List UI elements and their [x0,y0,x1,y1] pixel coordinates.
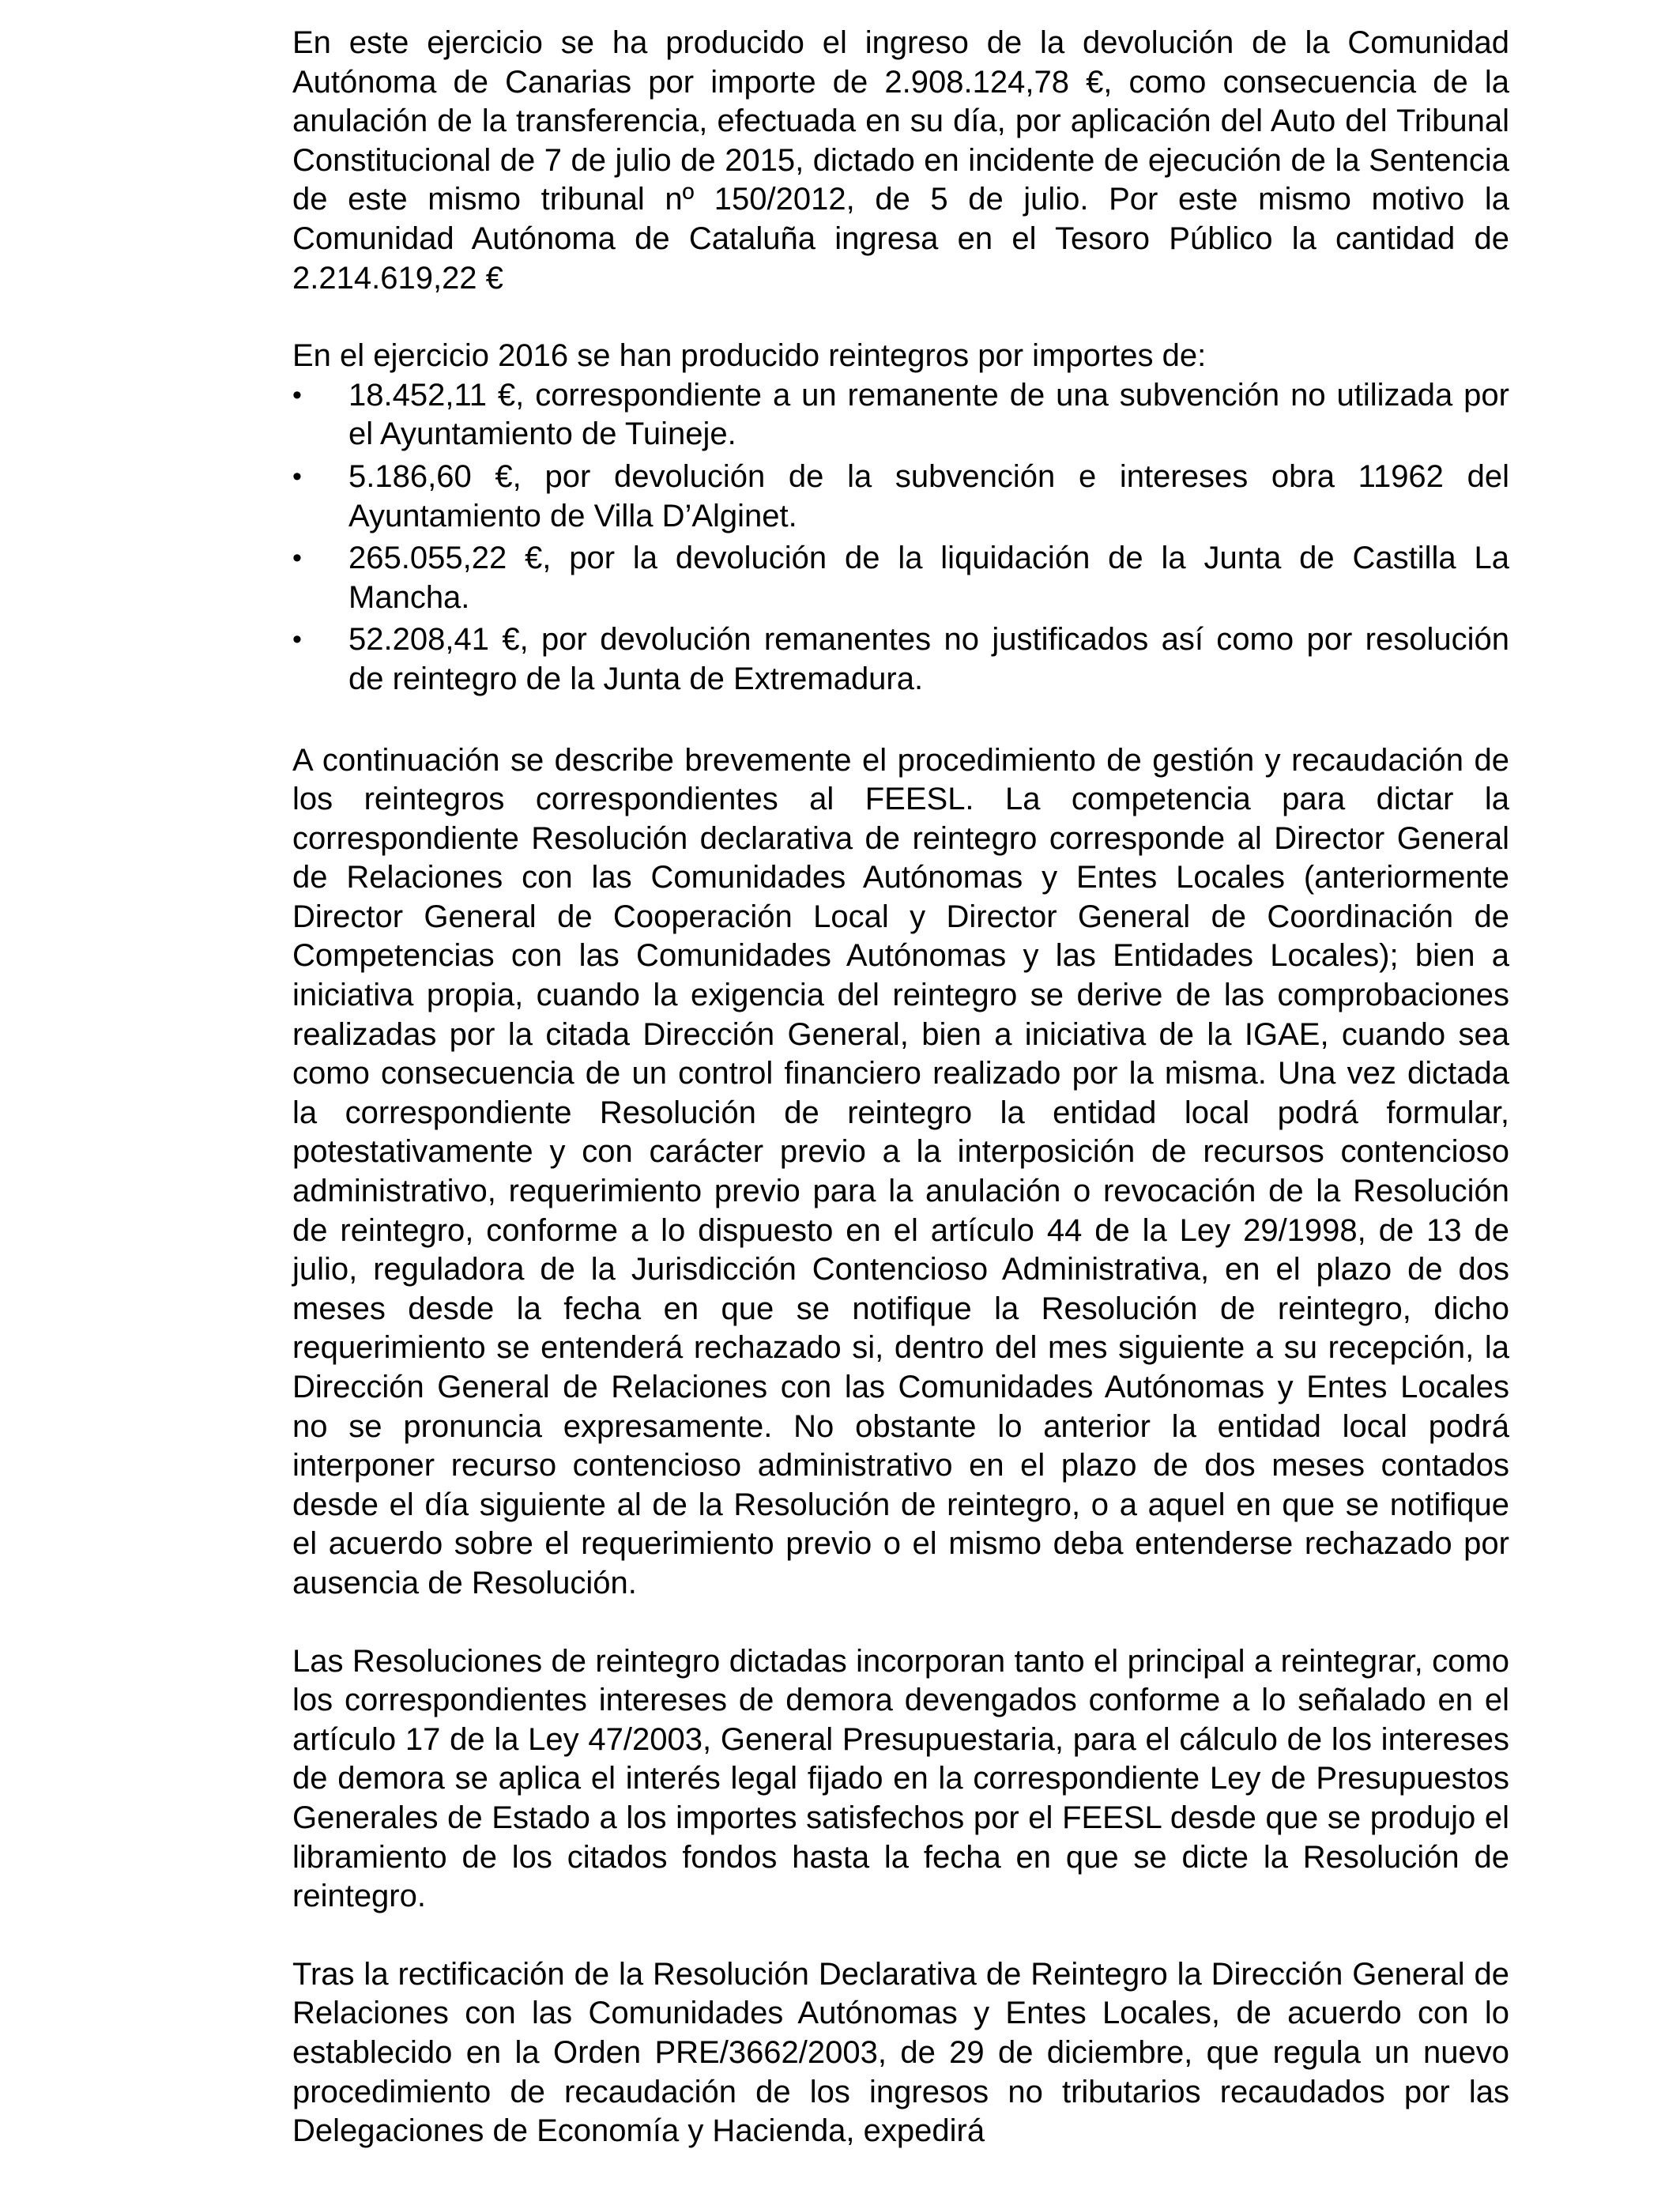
list-item [292,620,1509,699]
paragraph-gap [292,298,1509,337]
bullet-icon: • [292,379,302,410]
bullet-icon: • [292,461,302,492]
reintegros-list [292,376,1509,699]
paragraph-reintegros-intro: En el ejercicio 2016 se han producido reintegros por importes de: [292,338,1207,374]
list-item [292,539,1509,617]
list-item-text: 52.208,41 €, por devolución remanentes no justificados así como por resolución de reintegro de la Junta de Extremadura. [348,622,1509,696]
paragraph-gap [292,703,1509,741]
list-item-text: 18.452,11 €, correspondiente a un remanente de una subvención no utilizada por el Ayuntamiento de Tuineje. [348,377,1509,452]
list-item [292,458,1509,536]
list-item-text: 5.186,60 €, por devolución de la subvención e intereses obra 11962 del Ayuntamiento de Villa D’Alginet. [348,458,1509,533]
paragraph-gap [292,1604,1509,1642]
paragraph-resoluciones: Las Resoluciones de reintegro dictadas incorporan tanto el principal a reintegrar, como los correspondientes intereses de demora devengados conforme a lo señalado en el artículo 17 de la Ley 47/2003, General Presupuestaria, para el cálculo de los intereses de demora se aplica el interés legal fijado en la correspondiente Ley de Presupuestos Generales de Estado a los importes satisfechos por el FEESL desde que se produjo el libramiento de los citados fondos hasta la fecha en que se dicte la Resolución de reintegro. [292,1643,1509,1914]
bullet-icon: • [292,624,302,655]
list-item [292,376,1509,454]
paragraph-rectificacion: Tras la rectificación de la Resolución Declarativa de Reintegro la Dirección General de Relaciones con las Comunidades Autónomas y Entes Locales, de acuerdo con lo establecido en la Orden PRE/3662/2003, de 29 de diciembre, que regula un nuevo procedimiento de recaudación de los ingresos no tributarios recaudados por las Delegaciones de Economía y Hacienda, expedirá [292,1956,1509,2149]
list-item-text: 265.055,22 €, por la devolución de la liquidación de la Junta de Castilla La Mancha. [348,541,1509,615]
bullet-icon: • [292,543,302,574]
paragraph-gap [292,1917,1509,1955]
paragraph-devolucion-canarias: En este ejercicio se ha producido el ingreso de la devolución de la Comunidad Autónoma de Canarias por importe de 2.908.124,78 €, como consecuencia de la anulación de la transferencia, efectuada en su día, por aplicación del Auto del Tribunal Constitucional de 7 de julio de 2015, dictado en incidente de ejecución de la Sentencia de este mismo tribunal nº 150/2012, de 5 de julio. Por este mismo motivo la Comunidad Autónoma de Cataluña ingresa en el Tesoro Público la cantidad de 2.214.619,22 € [292,25,1509,296]
paragraph-procedimiento: A continuación se describe brevemente el procedimiento de gestión y recaudación de los reintegros correspondientes al FEESL. La competencia para dictar la correspondiente Resolución declarativa de reintegro corresponde al Director General de Relaciones con las Comunidades Autónomas y Entes Locales (anteriormente Director General de Cooperación Local y Director General de Coordinación de Competencias con las Comunidades Autónomas y las Entidades Locales); bien a iniciativa propia, cuando la exigencia del reintegro se derive de las comprobaciones realizadas por la citada Dirección General, bien a iniciativa de la IGAE, cuando sea como consecuencia de un control financiero realizado por la misma. Una vez dictada la correspondiente Resolución de reintegro la entidad local podrá formular, potestativamente y con carácter previo a la interposición de recursos contencioso administrativo, requerimiento previo para la anulación o revocación de la Resolución de reintegro, conforme a lo dispuesto en el artículo 44 de la Ley 29/1998, de 13 de julio, reguladora de la Jurisdicción Contencioso Administrativa, en el plazo de dos meses desde la fecha en que se notifique la Resolución de reintegro, dicho requerimiento se entenderá rechazado si, dentro del mes siguiente a su recepción, la Dirección General de Relaciones con las Comunidades Autónomas y Entes Locales no se pronuncia expresamente. No obstante lo anterior la entidad local podrá interponer recurso contencioso administrativo en el plazo de dos meses contados desde el día siguiente al de la Resolución de reintegro, o a aquel en que se notifique el acuerdo sobre el requerimiento previo o el mismo deba entenderse rechazado por ausencia de Resolución. [292,742,1509,1600]
document-page [292,24,1509,2151]
